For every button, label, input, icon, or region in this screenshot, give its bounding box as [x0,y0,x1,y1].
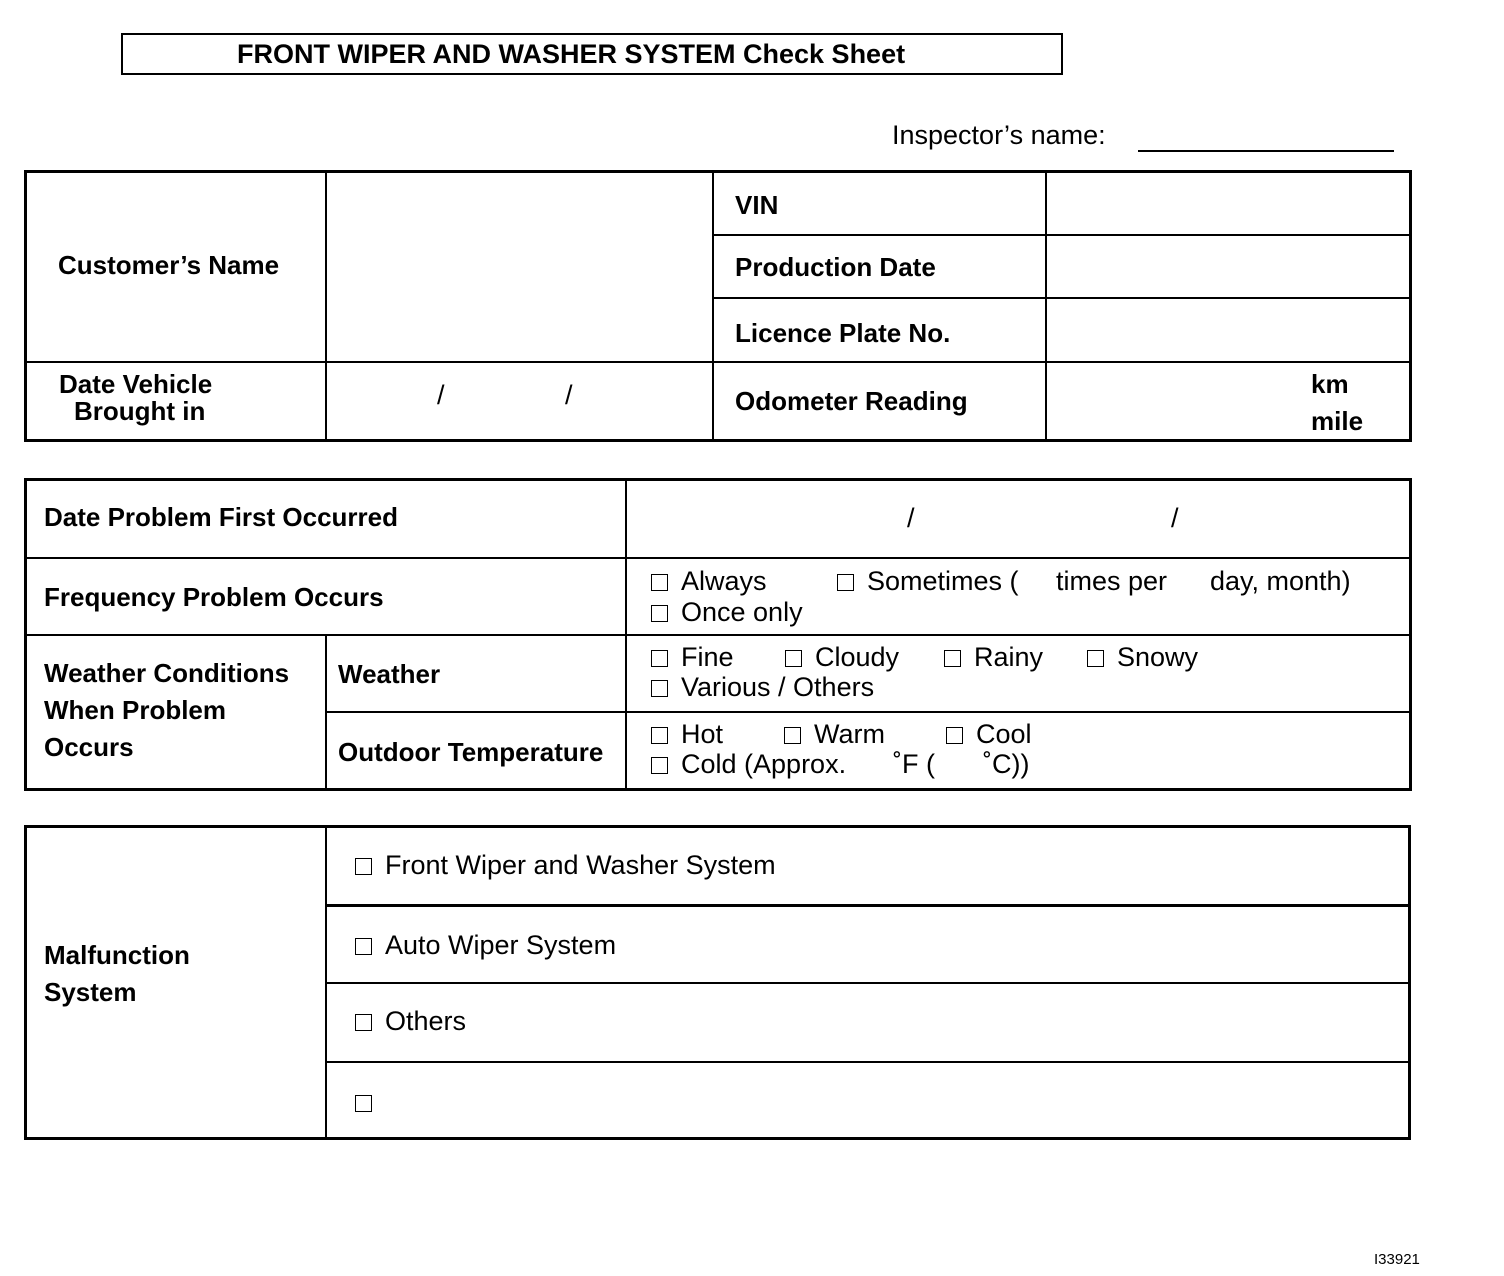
checkbox-icon[interactable] [355,1095,372,1112]
checkbox-icon[interactable] [355,1014,372,1031]
date-brought-slash-1: / [437,380,445,410]
odometer-label: Odometer Reading [735,386,968,416]
date-brought-label-line2: Brought in [74,396,206,426]
date-first-slash-1: / [907,503,915,533]
checkbox-icon[interactable] [651,605,668,622]
freq-always-option[interactable]: Always [651,566,767,597]
date-first-slash-2: / [1171,503,1179,533]
figure-id: I33921 [1374,1251,1420,1268]
checkbox-icon[interactable] [837,574,854,591]
conditions-label-line1: Weather Conditions [44,658,290,688]
frequency-label: Frequency Problem Occurs [44,582,384,612]
freq-sometimes-option[interactable]: Sometimes ( [837,566,1019,597]
conditions-label-line3: Occurs [44,732,134,762]
odometer-unit-mile: mile [1311,406,1364,436]
freq-times-per: times per [1056,566,1168,596]
checkbox-icon[interactable] [784,727,801,744]
title-box [121,33,1063,75]
malfunction-option-front-wiper[interactable]: Front Wiper and Washer System [355,850,776,881]
temp-celsius: ˚C)) [983,749,1030,779]
date-brought-slash-2: / [565,380,573,410]
temperature-label: Outdoor Temperature [338,737,604,767]
checkbox-icon[interactable] [651,680,668,697]
malfunction-option-blank[interactable] [355,1087,385,1118]
date-first-label: Date Problem First Occurred [44,502,398,532]
checkbox-icon[interactable] [946,727,963,744]
inspector-name-field[interactable] [1138,150,1394,152]
temp-option-hot[interactable]: Hot [651,719,723,750]
page-title: FRONT WIPER AND WASHER SYSTEM Check Sheet [237,39,906,69]
odometer-unit-km: km [1311,369,1349,399]
temp-fahrenheit: ˚F ( [893,749,935,779]
vin-label: VIN [735,190,779,220]
licence-plate-label: Licence Plate No. [735,318,951,348]
date-brought-label-line1: Date Vehicle [59,369,213,399]
inspector-label: Inspector’s name: [892,120,1106,150]
production-date-label: Production Date [735,252,936,282]
weather-option-various[interactable]: Various / Others [651,672,874,703]
weather-option-snowy[interactable]: Snowy [1087,642,1198,673]
malfunction-option-auto-wiper[interactable]: Auto Wiper System [355,930,616,961]
checkbox-icon[interactable] [785,650,802,667]
checkbox-icon[interactable] [651,757,668,774]
licence-plate-field[interactable] [1047,299,1409,360]
weather-option-rainy[interactable]: Rainy [944,642,1043,673]
temp-option-warm[interactable]: Warm [784,719,885,750]
checkbox-icon[interactable] [651,650,668,667]
customer-name-field[interactable] [327,172,711,360]
checkbox-icon[interactable] [651,574,668,591]
checkbox-icon[interactable] [355,858,372,875]
checkbox-icon[interactable] [651,727,668,744]
freq-day-month: day, month) [1210,566,1351,596]
production-date-field[interactable] [1047,236,1409,296]
vin-field[interactable] [1047,172,1409,233]
checkbox-icon[interactable] [944,650,961,667]
customer-name-label: Customer’s Name [58,250,280,280]
conditions-label-line2: When Problem [44,695,227,725]
weather-option-cloudy[interactable]: Cloudy [785,642,899,673]
malfunction-label-line2: System [44,977,137,1007]
checkbox-icon[interactable] [1087,650,1104,667]
freq-once-option[interactable]: Once only [651,597,803,628]
temp-option-cold[interactable]: Cold (Approx. [651,749,846,780]
weather-label: Weather [338,659,441,689]
checkbox-icon[interactable] [355,938,372,955]
malfunction-option-others[interactable]: Others [355,1006,466,1037]
temp-option-cool[interactable]: Cool [946,719,1032,750]
malfunction-label-line1: Malfunction [44,940,190,970]
weather-option-fine[interactable]: Fine [651,642,734,673]
